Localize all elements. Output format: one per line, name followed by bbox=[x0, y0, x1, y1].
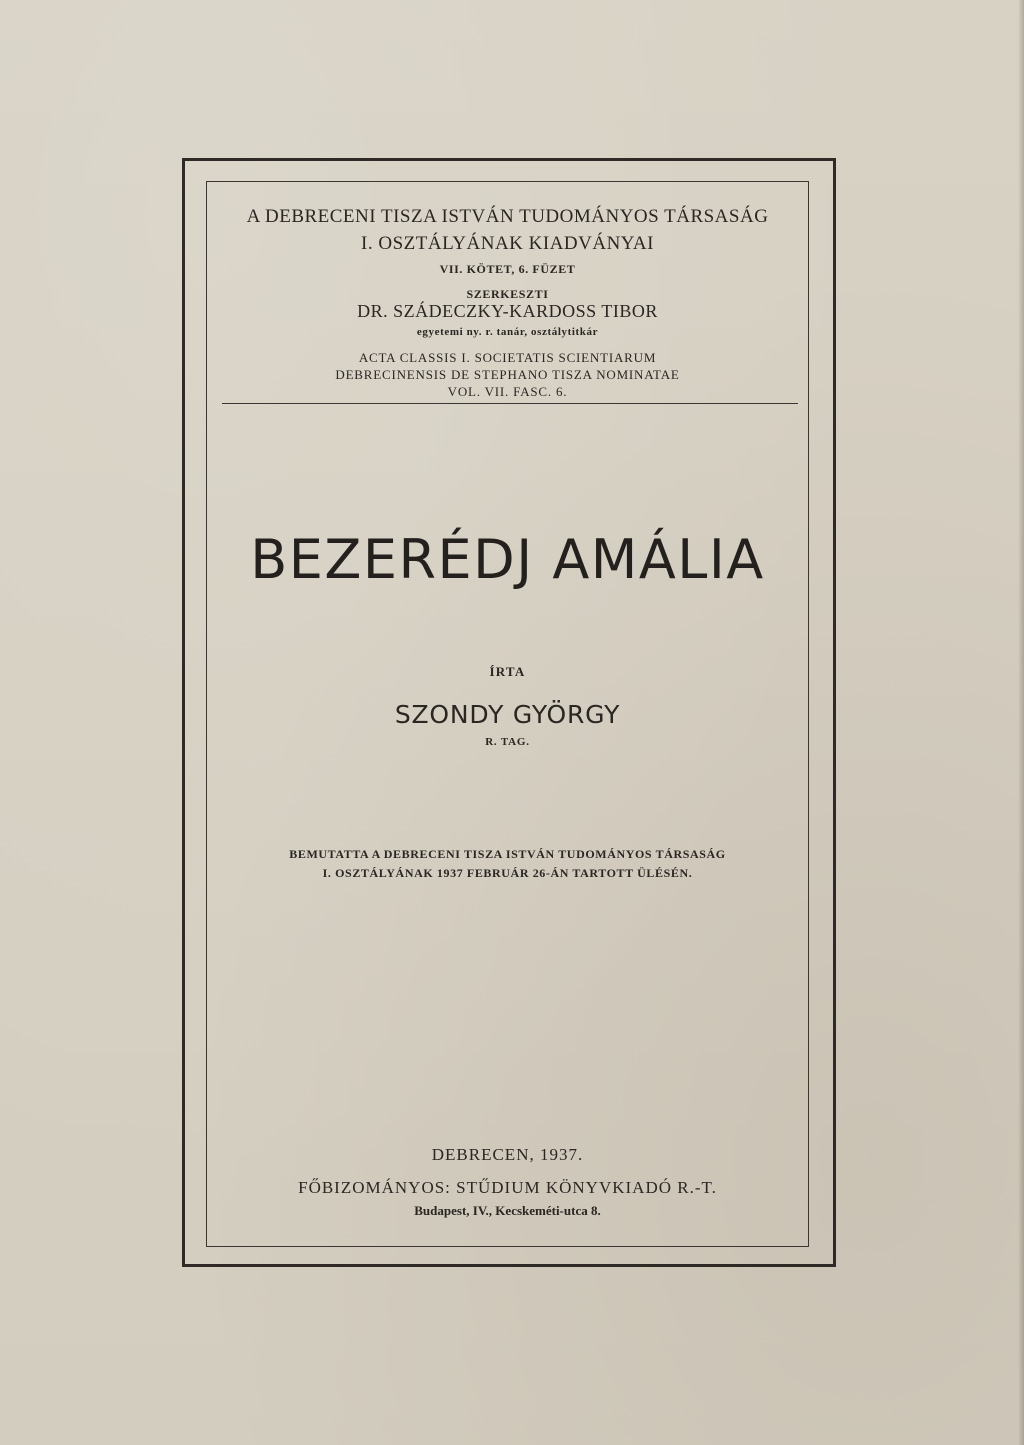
presentation-note-line-2: I. OSZTÁLYÁNAK 1937 FEBRUÁR 26-ÁN TARTOTT ÜLÉSÉN. bbox=[322, 866, 693, 880]
volume-label: VII. KÖTET, 6. FÜZET bbox=[439, 262, 576, 276]
imprint-address: Budapest, IV., Kecskeméti-utca 8. bbox=[414, 1203, 601, 1218]
author-name: SZONDY GYÖRGY bbox=[394, 700, 621, 729]
byline-label: ÍRTA bbox=[489, 664, 526, 679]
edited-by-label: SZERKESZTI bbox=[466, 287, 549, 301]
imprint-publisher: FŐBIZOMÁNYOS: STŰDIUM KÖNYVKIADÓ R.-T. bbox=[298, 1178, 717, 1197]
header-divider bbox=[222, 403, 798, 404]
book-title: BEZERÉDJ AMÁLIA bbox=[250, 528, 765, 591]
society-name-line-2: I. OSZTÁLYÁNAK KIADVÁNYAI bbox=[361, 233, 654, 254]
society-name-line-1: A DEBRECENI TISZA ISTVÁN TUDOMÁNYOS TÁRSASÁG bbox=[246, 206, 769, 227]
author-role: R. TAG. bbox=[485, 736, 530, 748]
imprint-place-year: DEBRECEN, 1937. bbox=[431, 1145, 584, 1164]
latin-title-line-2: DEBRECINENSIS DE STEPHANO TISZA NOMINATAE bbox=[335, 367, 680, 382]
presentation-note-line-1: BEMUTATTA A DEBRECENI TISZA ISTVÁN TUDOMÁNYOS TÁRSASÁG bbox=[289, 847, 726, 861]
page-edge-shadow bbox=[1018, 0, 1024, 1445]
editor-role: egyetemi ny. r. tanár, osztálytitkár bbox=[416, 326, 599, 338]
editor-name: DR. SZÁDECZKY-KARDOSS TIBOR bbox=[357, 301, 658, 321]
latin-title-line-1: ACTA CLASSIS I. SOCIETATIS SCIENTIARUM bbox=[358, 350, 657, 365]
latin-title-line-3: VOL. VII. FASC. 6. bbox=[447, 384, 568, 399]
